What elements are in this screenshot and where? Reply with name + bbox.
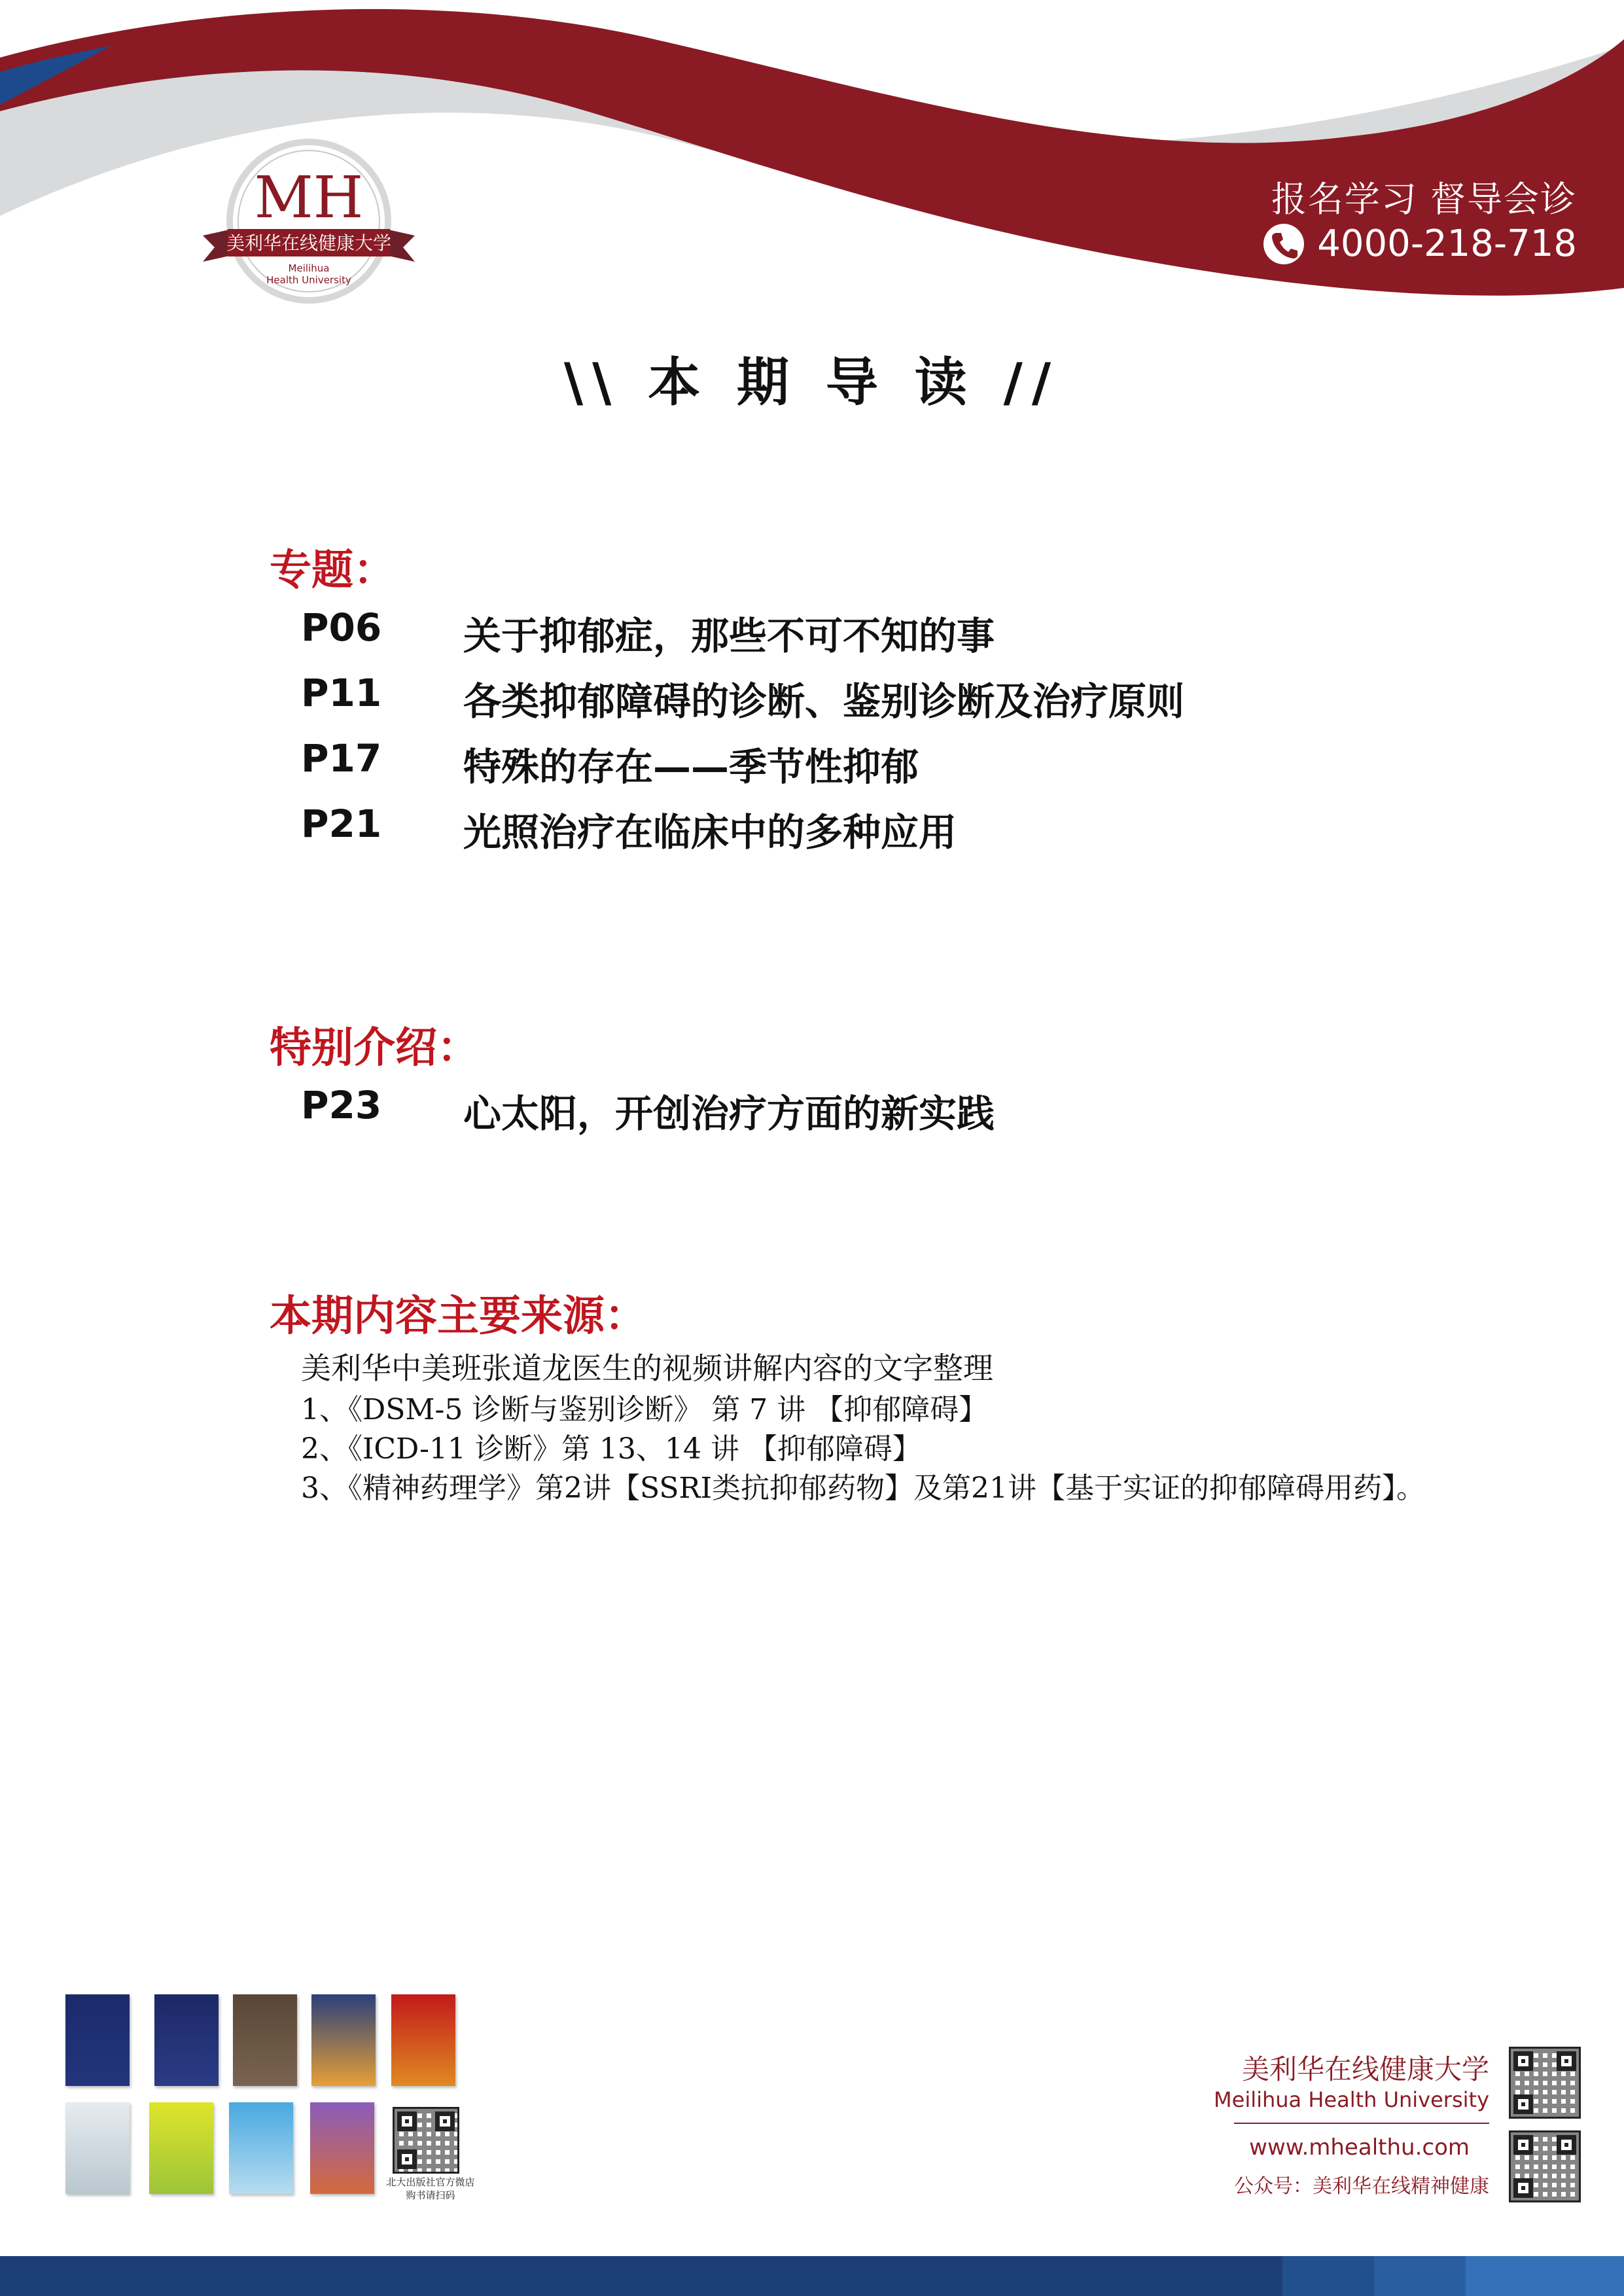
- source-item: 2、《ICD-11 诊断》第 13、14 讲 【抑郁障碍】: [301, 1432, 921, 1466]
- book-cover[interactable]: [149, 2102, 213, 2194]
- university-logo: [196, 137, 425, 314]
- toc-page: P17: [301, 736, 382, 781]
- sources-intro: 美利华中美班张道龙医生的视频讲解内容的文字整理: [301, 1351, 993, 1386]
- book-cover[interactable]: [311, 1994, 376, 2086]
- source-item: 1、《DSM-5 诊断与鉴别诊断》 第 7 讲 【抑郁障碍】: [301, 1393, 988, 1426]
- shop-qr-caption-1: 北大出版社官方微店: [386, 2176, 475, 2188]
- book-cover[interactable]: [154, 1994, 219, 2086]
- logo-sub-2: Health University: [266, 274, 351, 286]
- special-heading: 特别介绍：: [270, 1024, 479, 1072]
- toc-title: 关于抑郁症，那些不可不知的事: [463, 614, 995, 658]
- header-phone[interactable]: [1263, 222, 1577, 265]
- website-qr-code[interactable]: [1509, 2047, 1581, 2119]
- book-cover[interactable]: [65, 2102, 130, 2194]
- footer-wechat: 公众号：美利华在线精神健康: [1234, 2175, 1489, 2198]
- toc-page: P11: [301, 671, 382, 715]
- toc-title: 光照治疗在临床中的多种应用: [463, 810, 957, 855]
- footer-divider: [1234, 2123, 1489, 2124]
- book-cover[interactable]: [391, 1994, 455, 2086]
- footer-website-link[interactable]: www.mhealthu.com: [1249, 2134, 1470, 2161]
- book-cover[interactable]: [233, 1994, 297, 2086]
- toc-title: 特殊的存在——季节性抑郁: [463, 745, 919, 789]
- book-cover[interactable]: [310, 2102, 374, 2194]
- toc-page: P21: [301, 802, 382, 846]
- source-item: 3、《精神药理学》第2讲【SSRI类抗抑郁药物】及第21讲【基于实证的抑郁障碍用药】。: [301, 1472, 1425, 1505]
- footer-org-name-en: Meilihua Health University: [1214, 2087, 1489, 2112]
- topics-heading: 专题：: [270, 546, 395, 595]
- logo-monogram: MH: [254, 164, 364, 231]
- footer-org-name: 美利华在线健康大学: [1241, 2053, 1489, 2085]
- shop-qr-caption-2: 购书请扫码: [406, 2189, 455, 2201]
- book-covers: [65, 1989, 471, 2205]
- footer-bar: [0, 2256, 1624, 2296]
- book-cover[interactable]: [229, 2102, 293, 2194]
- book-cover[interactable]: [65, 1994, 130, 2086]
- shop-qr-code[interactable]: [393, 2107, 459, 2174]
- toc-title: 心太阳，开创治疗方面的新实践: [463, 1091, 995, 1136]
- page-title: \\ 本 期 导 读 //: [563, 352, 1061, 413]
- logo-sub-1: Meilihua: [288, 262, 330, 274]
- wechat-qr-code[interactable]: [1509, 2130, 1581, 2202]
- toc-page: P23: [301, 1083, 382, 1127]
- header-tagline: 报名学习 督导会诊: [1271, 179, 1577, 220]
- phone-icon: [1263, 224, 1304, 264]
- phone-number: 4000-218-718: [1317, 222, 1577, 265]
- toc-title: 各类抑郁障碍的诊断、鉴别诊断及治疗原则: [463, 679, 1185, 724]
- logo-ribbon-text: 美利华在线健康大学: [226, 232, 392, 254]
- sources-heading: 本期内容主要来源：: [270, 1292, 646, 1341]
- toc-page: P06: [301, 605, 382, 650]
